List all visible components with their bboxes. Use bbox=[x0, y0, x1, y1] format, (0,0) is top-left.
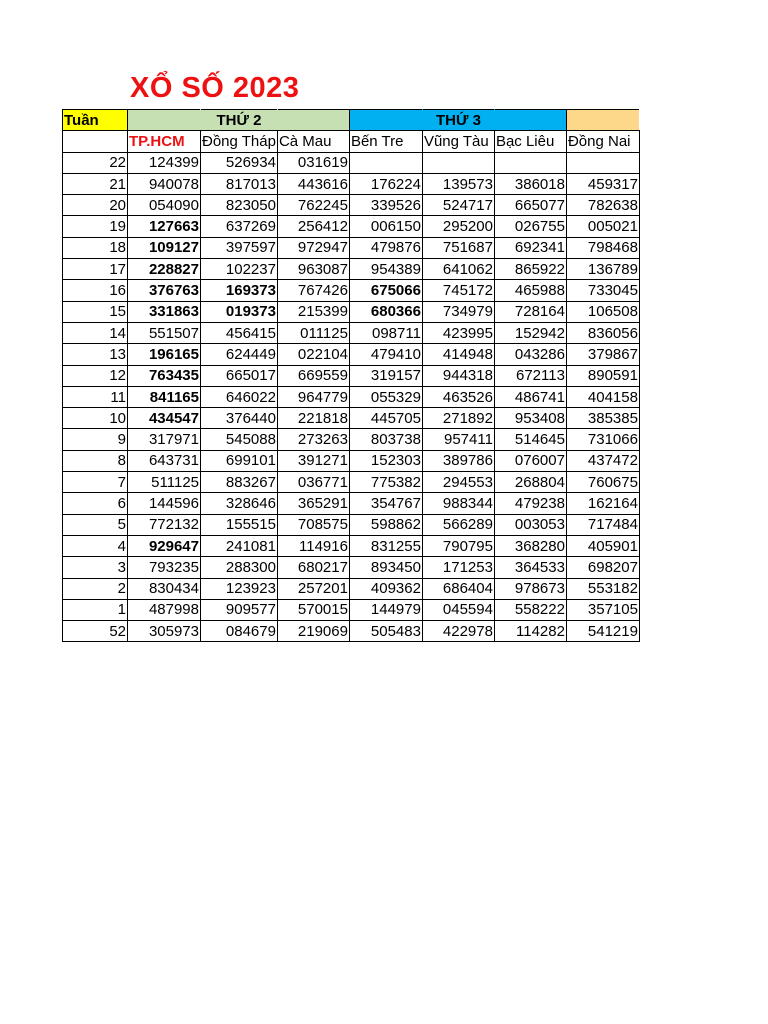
result-cell[interactable]: 545088 bbox=[201, 429, 278, 450]
result-cell[interactable]: 883267 bbox=[201, 472, 278, 493]
result-cell[interactable]: 019373 bbox=[201, 301, 278, 322]
week-number-cell[interactable]: 22 bbox=[63, 152, 128, 173]
monday-header-right[interactable] bbox=[277, 110, 349, 131]
result-cell[interactable]: 803738 bbox=[349, 429, 422, 450]
result-cell[interactable]: 665017 bbox=[201, 365, 278, 386]
result-cell[interactable]: 641062 bbox=[422, 259, 494, 280]
result-cell[interactable]: 139573 bbox=[422, 173, 494, 194]
province-header-vung-tau[interactable]: Vũng Tàu bbox=[422, 131, 494, 152]
result-cell[interactable]: 005021 bbox=[566, 216, 639, 237]
result-cell[interactable]: 288300 bbox=[201, 557, 278, 578]
result-cell[interactable]: 669559 bbox=[277, 365, 349, 386]
result-cell[interactable]: 256412 bbox=[277, 216, 349, 237]
result-cell[interactable]: 978673 bbox=[494, 578, 566, 599]
province-header-dong-nai[interactable]: Đồng Nai bbox=[566, 131, 639, 152]
result-cell[interactable]: 782638 bbox=[566, 195, 639, 216]
lottery-results-table bbox=[62, 109, 640, 642]
result-cell[interactable]: 031619 bbox=[277, 152, 349, 173]
result-cell[interactable]: 643731 bbox=[128, 450, 201, 471]
result-cell[interactable]: 106508 bbox=[566, 301, 639, 322]
result-cell[interactable]: 003053 bbox=[494, 514, 566, 535]
week-number-cell[interactable]: 14 bbox=[63, 322, 128, 343]
result-cell[interactable]: 526934 bbox=[201, 152, 278, 173]
table-row bbox=[63, 195, 640, 216]
result-cell[interactable]: 123923 bbox=[201, 578, 278, 599]
result-cell[interactable]: 486741 bbox=[494, 386, 566, 407]
result-cell[interactable]: 114282 bbox=[494, 621, 566, 642]
result-cell[interactable]: 963087 bbox=[277, 259, 349, 280]
result-cell[interactable]: 637269 bbox=[201, 216, 278, 237]
result-cell[interactable]: 944318 bbox=[422, 365, 494, 386]
tuesday-header-left[interactable] bbox=[349, 110, 422, 131]
result-cell[interactable]: 551507 bbox=[128, 322, 201, 343]
table-row bbox=[63, 408, 640, 429]
table-row bbox=[63, 216, 640, 237]
result-cell[interactable]: 391271 bbox=[277, 450, 349, 471]
table-row bbox=[63, 152, 640, 173]
result-cell[interactable]: 339526 bbox=[349, 195, 422, 216]
result-cell[interactable]: 745172 bbox=[422, 280, 494, 301]
week-number-cell[interactable]: 8 bbox=[63, 450, 128, 471]
table-row bbox=[63, 621, 640, 642]
week-number-cell[interactable]: 17 bbox=[63, 259, 128, 280]
result-cell[interactable]: 376440 bbox=[201, 408, 278, 429]
result-cell[interactable]: 176224 bbox=[349, 173, 422, 194]
province-header-bac-lieu[interactable]: Bạc Liêu bbox=[494, 131, 566, 152]
result-cell[interactable]: 514645 bbox=[494, 429, 566, 450]
result-cell[interactable]: 598862 bbox=[349, 514, 422, 535]
result-cell[interactable]: 136789 bbox=[566, 259, 639, 280]
result-cell[interactable]: 680217 bbox=[277, 557, 349, 578]
result-cell[interactable]: 155515 bbox=[201, 514, 278, 535]
result-cell[interactable]: 823050 bbox=[201, 195, 278, 216]
table-row bbox=[63, 493, 640, 514]
result-cell[interactable]: 365291 bbox=[277, 493, 349, 514]
result-cell[interactable]: 389786 bbox=[422, 450, 494, 471]
week-number-cell[interactable]: 5 bbox=[63, 514, 128, 535]
result-cell[interactable]: 831255 bbox=[349, 535, 422, 556]
result-cell[interactable]: 305973 bbox=[128, 621, 201, 642]
table-row bbox=[63, 173, 640, 194]
result-cell[interactable]: 273263 bbox=[277, 429, 349, 450]
result-cell[interactable]: 379867 bbox=[566, 344, 639, 365]
result-cell[interactable]: 511125 bbox=[128, 472, 201, 493]
result-cell[interactable]: 423995 bbox=[422, 322, 494, 343]
result-cell[interactable]: 328646 bbox=[201, 493, 278, 514]
page-title: XỔ SỐ 2023 bbox=[130, 72, 300, 104]
result-cell[interactable]: 762245 bbox=[277, 195, 349, 216]
result-rows bbox=[63, 152, 640, 642]
result-cell[interactable]: 731066 bbox=[566, 429, 639, 450]
result-cell[interactable]: 357105 bbox=[566, 599, 639, 620]
result-cell[interactable]: 893450 bbox=[349, 557, 422, 578]
result-cell[interactable]: 368280 bbox=[494, 535, 566, 556]
table-row bbox=[63, 322, 640, 343]
result-cell[interactable]: 386018 bbox=[494, 173, 566, 194]
result-cell[interactable]: 767426 bbox=[277, 280, 349, 301]
result-cell[interactable]: 414948 bbox=[422, 344, 494, 365]
table-row bbox=[63, 599, 640, 620]
result-cell[interactable]: 241081 bbox=[201, 535, 278, 556]
week-number-cell[interactable]: 16 bbox=[63, 280, 128, 301]
result-cell[interactable]: 524717 bbox=[422, 195, 494, 216]
table-row bbox=[63, 344, 640, 365]
result-cell[interactable]: 541219 bbox=[566, 621, 639, 642]
result-cell[interactable]: 456415 bbox=[201, 322, 278, 343]
result-cell[interactable]: 699101 bbox=[201, 450, 278, 471]
result-cell[interactable]: 385385 bbox=[566, 408, 639, 429]
province-header-ca-mau[interactable]: Cà Mau bbox=[277, 131, 349, 152]
week-number-cell[interactable]: 21 bbox=[63, 173, 128, 194]
week-number-cell[interactable]: 52 bbox=[63, 621, 128, 642]
result-cell[interactable]: 405901 bbox=[566, 535, 639, 556]
result-cell[interactable]: 972947 bbox=[277, 237, 349, 258]
week-number-cell[interactable]: 19 bbox=[63, 216, 128, 237]
table-row bbox=[63, 472, 640, 493]
result-cell[interactable]: 772132 bbox=[128, 514, 201, 535]
result-cell[interactable]: 011125 bbox=[277, 322, 349, 343]
result-cell[interactable]: 734979 bbox=[422, 301, 494, 322]
result-cell[interactable]: 219069 bbox=[277, 621, 349, 642]
tuesday-header[interactable]: THỨ 3 bbox=[422, 110, 494, 131]
result-cell[interactable]: 487998 bbox=[128, 599, 201, 620]
week-number-cell[interactable]: 12 bbox=[63, 365, 128, 386]
province-header-ben-tre[interactable]: Bến Tre bbox=[349, 131, 422, 152]
result-cell[interactable]: 076007 bbox=[494, 450, 566, 471]
table-row bbox=[63, 514, 640, 535]
result-cell[interactable]: 109127 bbox=[128, 237, 201, 258]
result-cell[interactable]: 775382 bbox=[349, 472, 422, 493]
week-number-cell[interactable]: 3 bbox=[63, 557, 128, 578]
result-cell[interactable]: 672113 bbox=[494, 365, 566, 386]
result-cell[interactable]: 294553 bbox=[422, 472, 494, 493]
result-cell[interactable]: 331863 bbox=[128, 301, 201, 322]
week-number-cell[interactable]: 10 bbox=[63, 408, 128, 429]
result-cell[interactable]: 409362 bbox=[349, 578, 422, 599]
result-cell[interactable]: 271892 bbox=[422, 408, 494, 429]
result-cell[interactable]: 929647 bbox=[128, 535, 201, 556]
result-cell[interactable]: 841165 bbox=[128, 386, 201, 407]
result-cell[interactable]: 434547 bbox=[128, 408, 201, 429]
table-row bbox=[63, 259, 640, 280]
result-cell[interactable]: 570015 bbox=[277, 599, 349, 620]
province-header-dong-thap[interactable]: Đồng Tháp bbox=[201, 131, 278, 152]
table-row bbox=[63, 386, 640, 407]
result-cell[interactable] bbox=[422, 152, 494, 173]
result-cell[interactable]: 268804 bbox=[494, 472, 566, 493]
result-cell[interactable]: 124399 bbox=[128, 152, 201, 173]
result-cell[interactable]: 465988 bbox=[494, 280, 566, 301]
result-cell[interactable]: 228827 bbox=[128, 259, 201, 280]
monday-header[interactable]: THỨ 2 bbox=[201, 110, 278, 131]
result-cell[interactable]: 006150 bbox=[349, 216, 422, 237]
week-number-cell[interactable]: 2 bbox=[63, 578, 128, 599]
result-cell[interactable]: 319157 bbox=[349, 365, 422, 386]
result-cell[interactable]: 793235 bbox=[128, 557, 201, 578]
result-cell[interactable]: 045594 bbox=[422, 599, 494, 620]
result-cell[interactable]: 698207 bbox=[566, 557, 639, 578]
result-cell[interactable]: 152303 bbox=[349, 450, 422, 471]
week-number-cell[interactable]: 15 bbox=[63, 301, 128, 322]
table-row bbox=[63, 237, 640, 258]
result-cell[interactable]: 957411 bbox=[422, 429, 494, 450]
result-cell[interactable]: 144979 bbox=[349, 599, 422, 620]
result-cell[interactable]: 566289 bbox=[422, 514, 494, 535]
result-cell[interactable]: 909577 bbox=[201, 599, 278, 620]
result-cell[interactable]: 127663 bbox=[128, 216, 201, 237]
result-cell[interactable]: 354767 bbox=[349, 493, 422, 514]
result-cell[interactable]: 084679 bbox=[201, 621, 278, 642]
wednesday-header[interactable] bbox=[566, 110, 639, 131]
result-cell[interactable]: 708575 bbox=[277, 514, 349, 535]
result-cell[interactable]: 317971 bbox=[128, 429, 201, 450]
result-cell[interactable]: 830434 bbox=[128, 578, 201, 599]
table-row bbox=[63, 301, 640, 322]
result-cell[interactable]: 836056 bbox=[566, 322, 639, 343]
result-cell[interactable]: 988344 bbox=[422, 493, 494, 514]
week-number-cell[interactable]: 7 bbox=[63, 472, 128, 493]
result-cell[interactable]: 098711 bbox=[349, 322, 422, 343]
result-cell[interactable]: 397597 bbox=[201, 237, 278, 258]
result-cell[interactable]: 760675 bbox=[566, 472, 639, 493]
result-cell[interactable]: 479876 bbox=[349, 237, 422, 258]
result-cell[interactable]: 646022 bbox=[201, 386, 278, 407]
result-cell[interactable]: 114916 bbox=[277, 535, 349, 556]
week-number-cell[interactable]: 20 bbox=[63, 195, 128, 216]
table-row bbox=[63, 578, 640, 599]
result-cell[interactable]: 445705 bbox=[349, 408, 422, 429]
result-cell[interactable]: 169373 bbox=[201, 280, 278, 301]
week-number-cell[interactable]: 6 bbox=[63, 493, 128, 514]
week-column-header[interactable]: Tuần bbox=[63, 110, 128, 131]
result-cell[interactable]: 479410 bbox=[349, 344, 422, 365]
tuesday-header-right[interactable] bbox=[494, 110, 566, 131]
result-cell[interactable]: 890591 bbox=[566, 365, 639, 386]
result-cell[interactable]: 865922 bbox=[494, 259, 566, 280]
week-number-cell[interactable]: 1 bbox=[63, 599, 128, 620]
week-number-cell[interactable]: 18 bbox=[63, 237, 128, 258]
monday-header-left[interactable] bbox=[128, 110, 201, 131]
result-cell[interactable]: 665077 bbox=[494, 195, 566, 216]
result-cell[interactable]: 404158 bbox=[566, 386, 639, 407]
table-row bbox=[63, 365, 640, 386]
result-cell[interactable]: 798468 bbox=[566, 237, 639, 258]
result-cell[interactable]: 553182 bbox=[566, 578, 639, 599]
result-cell[interactable]: 437472 bbox=[566, 450, 639, 471]
table-row bbox=[63, 450, 640, 471]
week-number-cell[interactable]: 11 bbox=[63, 386, 128, 407]
province-header-row bbox=[63, 131, 640, 152]
result-cell[interactable]: 751687 bbox=[422, 237, 494, 258]
week-number-cell[interactable]: 4 bbox=[63, 535, 128, 556]
table-row bbox=[63, 280, 640, 301]
result-cell[interactable]: 215399 bbox=[277, 301, 349, 322]
result-cell[interactable]: 054090 bbox=[128, 195, 201, 216]
result-cell[interactable]: 295200 bbox=[422, 216, 494, 237]
result-cell[interactable]: 763435 bbox=[128, 365, 201, 386]
table-row bbox=[63, 535, 640, 556]
result-cell[interactable]: 733045 bbox=[566, 280, 639, 301]
result-cell[interactable]: 953408 bbox=[494, 408, 566, 429]
result-cell[interactable]: 043286 bbox=[494, 344, 566, 365]
result-cell[interactable]: 443616 bbox=[277, 173, 349, 194]
result-cell[interactable]: 171253 bbox=[422, 557, 494, 578]
result-cell[interactable]: 162164 bbox=[566, 493, 639, 514]
result-cell[interactable]: 686404 bbox=[422, 578, 494, 599]
result-cell[interactable]: 479238 bbox=[494, 493, 566, 514]
result-cell[interactable]: 144596 bbox=[128, 493, 201, 514]
result-cell[interactable] bbox=[566, 152, 639, 173]
result-cell[interactable]: 728164 bbox=[494, 301, 566, 322]
table-row bbox=[63, 557, 640, 578]
result-cell[interactable] bbox=[349, 152, 422, 173]
result-cell[interactable]: 954389 bbox=[349, 259, 422, 280]
result-cell[interactable]: 680366 bbox=[349, 301, 422, 322]
result-cell[interactable]: 790795 bbox=[422, 535, 494, 556]
result-cell[interactable]: 026755 bbox=[494, 216, 566, 237]
result-cell[interactable]: 817013 bbox=[201, 173, 278, 194]
result-cell[interactable]: 463526 bbox=[422, 386, 494, 407]
result-cell[interactable]: 624449 bbox=[201, 344, 278, 365]
result-cell[interactable]: 717484 bbox=[566, 514, 639, 535]
result-cell[interactable]: 221818 bbox=[277, 408, 349, 429]
result-cell[interactable]: 036771 bbox=[277, 472, 349, 493]
result-cell[interactable]: 459317 bbox=[566, 173, 639, 194]
table-row bbox=[63, 429, 640, 450]
result-cell[interactable]: 257201 bbox=[277, 578, 349, 599]
result-cell[interactable]: 505483 bbox=[349, 621, 422, 642]
result-cell[interactable]: 364533 bbox=[494, 557, 566, 578]
result-cell[interactable]: 152942 bbox=[494, 322, 566, 343]
result-cell[interactable]: 940078 bbox=[128, 173, 201, 194]
result-cell[interactable]: 422978 bbox=[422, 621, 494, 642]
result-cell[interactable]: 022104 bbox=[277, 344, 349, 365]
province-header-blank[interactable] bbox=[63, 131, 128, 152]
province-header-tphcm[interactable]: TP.HCM bbox=[128, 131, 201, 152]
result-cell[interactable]: 102237 bbox=[201, 259, 278, 280]
result-cell[interactable] bbox=[494, 152, 566, 173]
week-number-cell[interactable]: 13 bbox=[63, 344, 128, 365]
week-number-cell[interactable]: 9 bbox=[63, 429, 128, 450]
result-cell[interactable]: 558222 bbox=[494, 599, 566, 620]
result-cell[interactable]: 675066 bbox=[349, 280, 422, 301]
result-cell[interactable]: 196165 bbox=[128, 344, 201, 365]
result-cell[interactable]: 376763 bbox=[128, 280, 201, 301]
result-cell[interactable]: 055329 bbox=[349, 386, 422, 407]
result-cell[interactable]: 692341 bbox=[494, 237, 566, 258]
result-cell[interactable]: 964779 bbox=[277, 386, 349, 407]
day-header-row bbox=[63, 110, 640, 131]
